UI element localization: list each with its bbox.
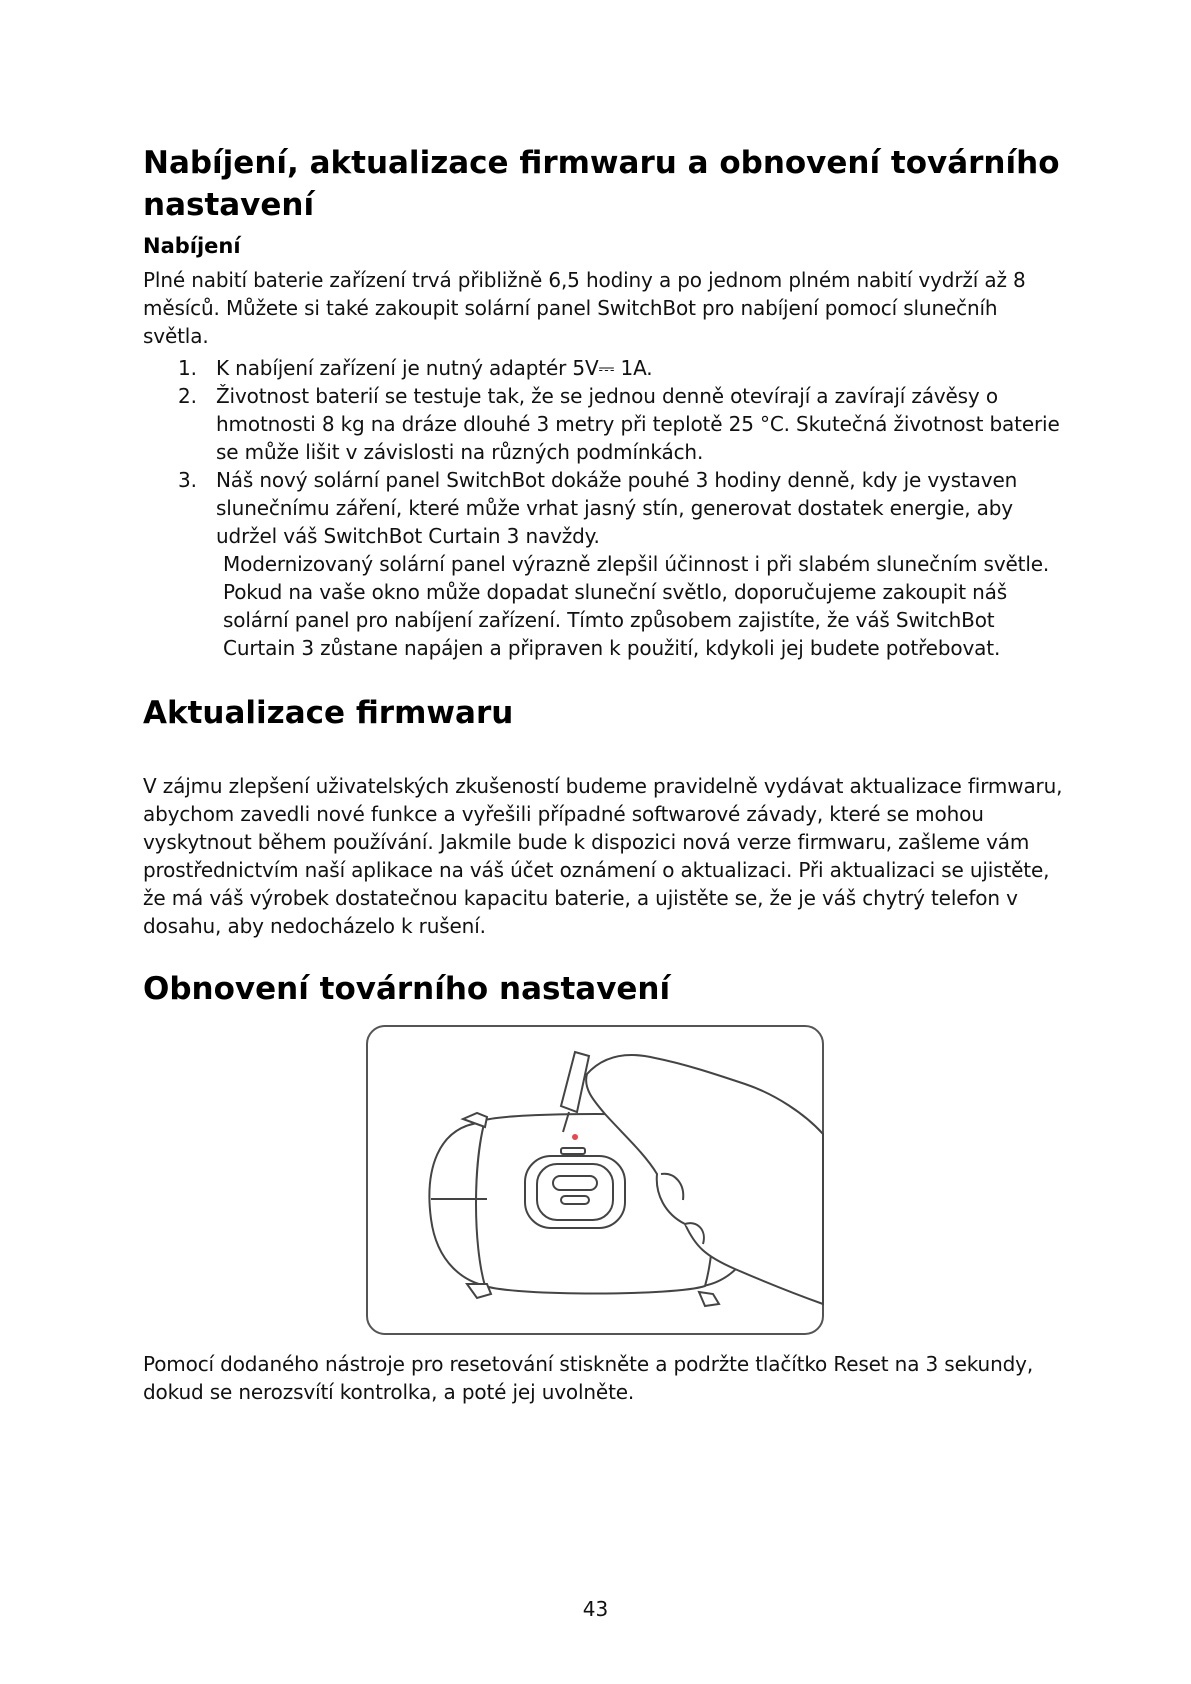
page-number: 43	[582, 1597, 609, 1621]
list-item	[143, 382, 1063, 466]
firmware-text: V zájmu zlepšení uživatelských zkušeností budeme pravidelně vydávat aktualizace firmwaru, abychom zavedli nové funkce a vyřešili případné softwarové závady, které se mohou vyskytnout během používání. Jakmile bude k dispozici nová verze firmwaru, zašleme vám prostřednictvím naší aplikace na váš účet oznámení o aktualizaci. Při aktualizaci se ujistěte, že má váš výrobek dostatečnou kapacitu baterie, a ujistěte se, že je váš chytrý telefon v dosahu, aby nedocházelo k rušení.	[143, 774, 1063, 938]
page-content	[143, 142, 1063, 1406]
list-text: Náš nový solární panel SwitchBot dokáže pouhé 3 hodiny denně, kdy je vystaven slunečnímu záření, které může vrhat jasný stín, generovat dostatek energie, aby udržel váš SwitchBot Curtain 3 navždy.	[216, 468, 1018, 548]
list-number: 3.	[178, 468, 197, 492]
list-text: K nabíjení zařízení je nutný adaptér 5V⎓ 1A.	[216, 356, 653, 380]
list-number: 1.	[178, 356, 197, 380]
firmware-heading: Aktualizace firmwaru	[143, 695, 514, 731]
list-item	[143, 354, 1063, 382]
charging-notes-list	[143, 354, 1063, 550]
reset-illustration	[365, 1024, 825, 1336]
solar-panel-note: Modernizovaný solární panel výrazně zlepšil účinnost i při slabém slunečním světle. Pokud na vaše okno může dopadat sluneční světlo, doporučujeme zakoupit náš solární panel pro nabíjení zařízení. Tímto způsobem zajistíte, že váš SwitchBot Curtain 3 zůstane napájen a připraven k použití, kdykoli jej budete potřebovat.	[223, 552, 1050, 660]
indicator-light	[572, 1134, 578, 1140]
page-title: Nabíjení, aktualizace firmwaru a obnovení továrního nastavení	[143, 145, 1060, 223]
reset-heading: Obnovení továrního nastavení	[143, 971, 671, 1007]
charging-intro: Plné nabití baterie zařízení trvá přibližně 6,5 hodiny a po jednom plném nabití vydrží až 8 měsíců. Můžete si také zakoupit solární panel SwitchBot pro nabíjení pomocí slunečníh světla.	[143, 268, 1026, 348]
list-number: 2.	[178, 384, 197, 408]
charging-heading: Nabíjení	[143, 234, 241, 258]
list-item	[143, 466, 1063, 550]
reset-text: Pomocí dodaného nástroje pro resetování stiskněte a podržte tlačítko Reset na 3 sekundy, dokud se nerozsvítí kontrolka, a poté jej uvolněte.	[143, 1352, 1034, 1404]
list-text: Životnost baterií se testuje tak, že se jednou denně otevírají a zavírají závěsy o hmotnosti 8 kg na dráze dlouhé 3 metry při teplotě 25 °C. Skutečná životnost baterie se může lišit v závislosti na různých podmínkách.	[216, 384, 1060, 464]
